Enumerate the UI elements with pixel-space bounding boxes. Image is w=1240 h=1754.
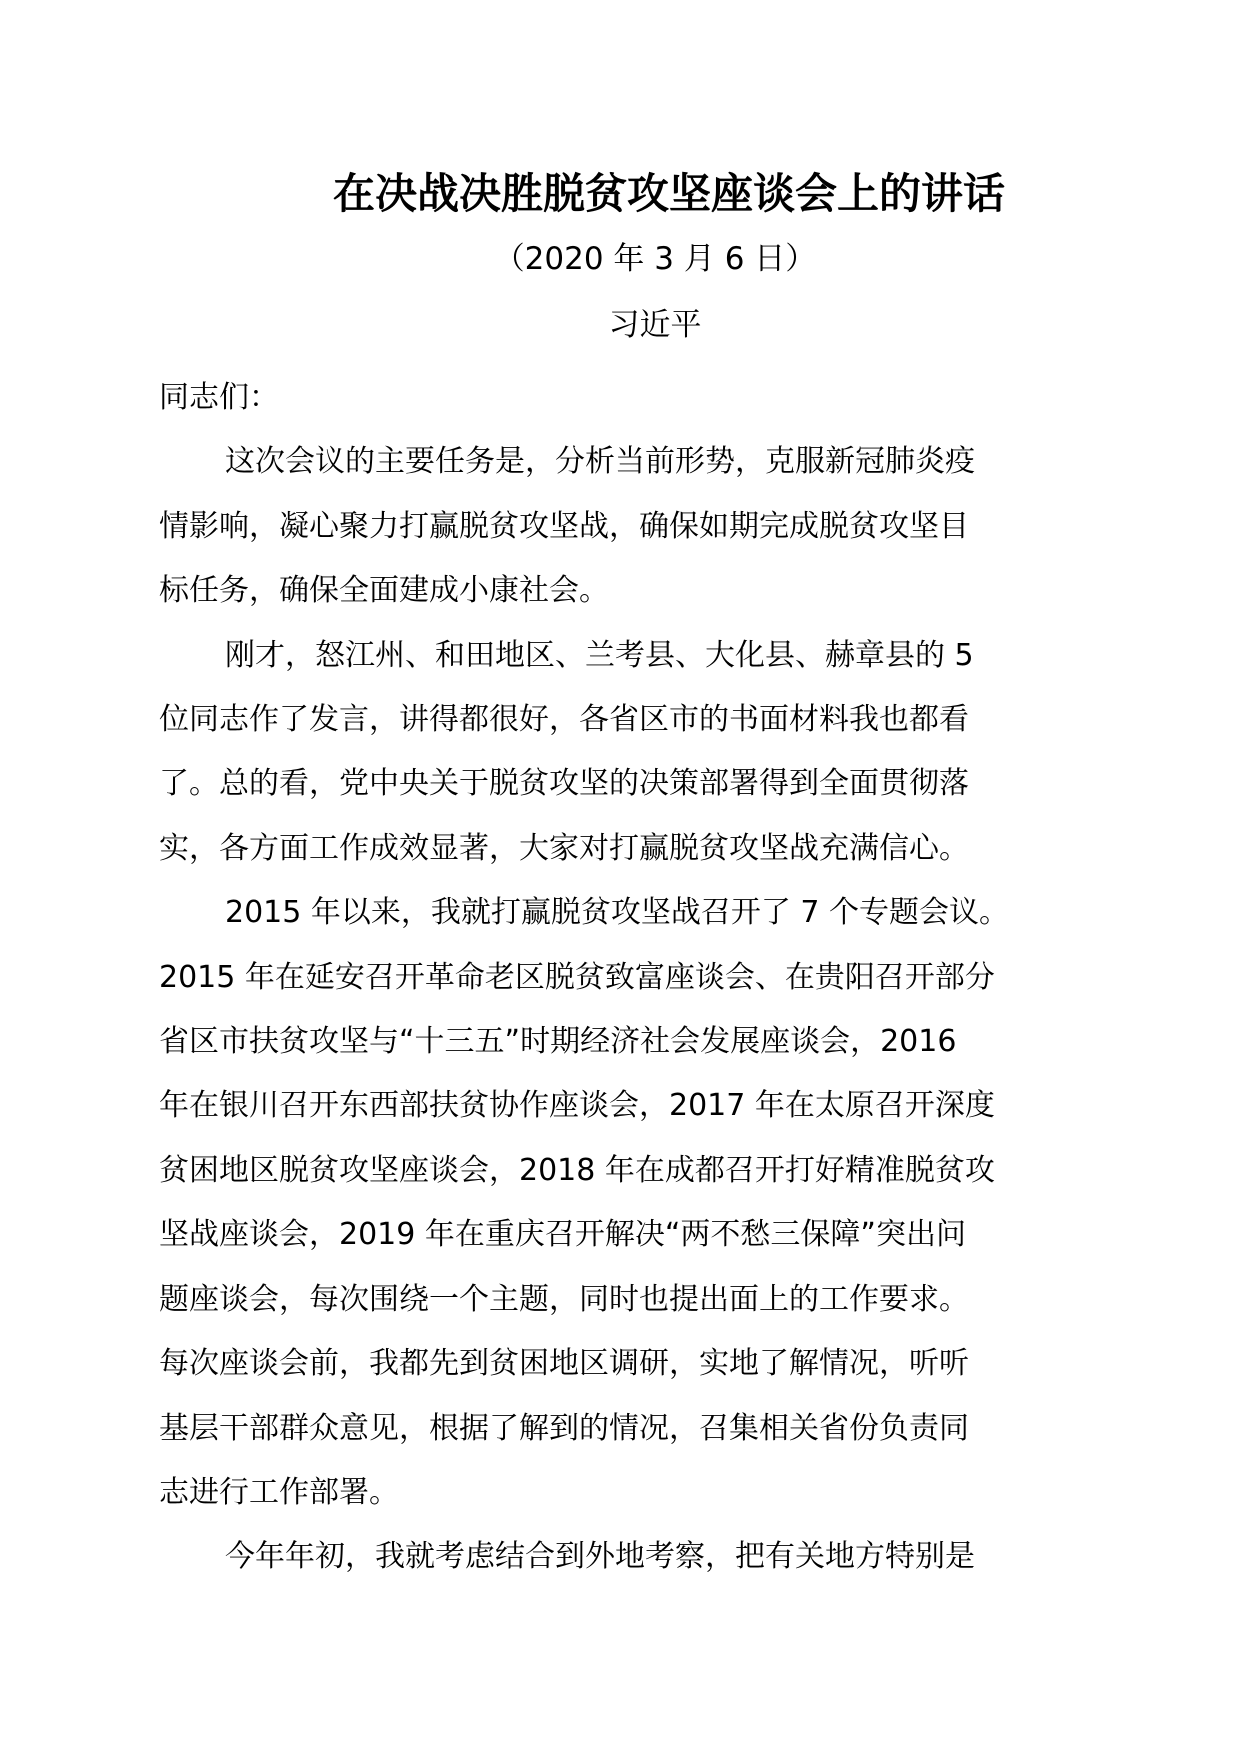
paragraph-line: 基层干部群众意见，根据了解到的情况，召集相关省份负责同	[159, 1410, 969, 1446]
paragraph-line: 年在银川召开东西部扶贫协作座谈会，2017 年在太原召开深度	[159, 1088, 995, 1124]
paragraph-line: 坚战座谈会，2019 年在重庆召开解决“两不愁三保障”突出问	[159, 1217, 966, 1253]
paragraph-line: 实，各方面工作成效显著，大家对打赢脱贫攻坚战充满信心。	[159, 830, 969, 866]
paragraph-line: 省区市扶贫攻坚与“十三五”时期经济社会发展座谈会，2016	[159, 1024, 957, 1060]
paragraph-2	[159, 624, 1109, 882]
paragraph-4	[159, 1525, 1109, 1589]
paragraph-line: 标任务，确保全面建成小康社会。	[159, 573, 609, 609]
paragraph-line: 情影响，凝心聚力打赢脱贫攻坚战，确保如期完成脱贫攻坚目	[159, 508, 969, 544]
paragraph-line: 这次会议的主要任务是，分析当前形势，克服新冠肺炎疫	[225, 444, 975, 480]
paragraph-line: 了。总的看，党中央关于脱贫攻坚的决策部署得到全面贯彻落	[159, 766, 969, 802]
paragraph-line: 每次座谈会前，我都先到贫困地区调研，实地了解情况，听听	[159, 1346, 969, 1382]
paragraph-line: 位同志作了发言，讲得都很好，各省区市的书面材料我也都看	[159, 702, 969, 738]
document-date: （2020 年 3 月 6 日）	[493, 241, 817, 277]
document-body	[159, 366, 1109, 1590]
document-author: 习近平	[608, 307, 702, 343]
document-title: 在决战决胜脱贫攻坚座谈会上的讲话	[332, 169, 1005, 218]
paragraph-1	[159, 430, 1109, 623]
paragraph-line: 今年年初，我就考虑结合到外地考察，把有关地方特别是	[225, 1539, 975, 1575]
paragraph-line: 2015 年以来，我就打赢脱贫攻坚战召开了 7 个专题会议。	[225, 895, 1010, 931]
paragraph-line: 刚才，怒江州、和田地区、兰考县、大化县、赫章县的 5	[225, 637, 974, 673]
paragraph-line: 题座谈会，每次围绕一个主题，同时也提出面上的工作要求。	[159, 1281, 969, 1317]
paragraph-line: 贫困地区脱贫攻坚座谈会，2018 年在成都召开打好精准脱贫攻	[159, 1152, 995, 1188]
salutation: 同志们：	[159, 380, 279, 415]
paragraph-line: 2015 年在延安召开革命老区脱贫致富座谈会、在贵阳召开部分	[159, 959, 995, 995]
paragraph-line: 志进行工作部署。	[159, 1474, 399, 1510]
paragraph-3	[159, 881, 1109, 1525]
